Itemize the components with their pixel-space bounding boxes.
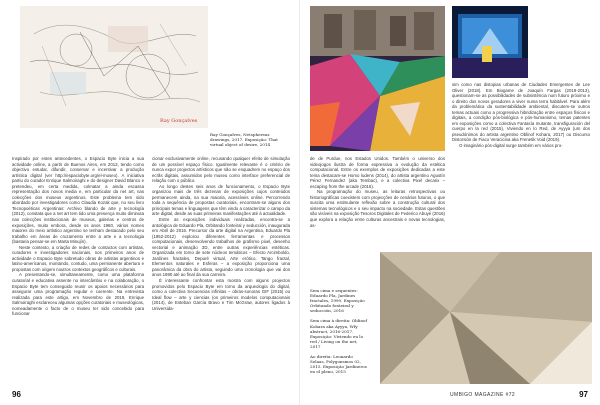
image-caption: Ray Gonçalves, Netsphereaz drawings, 2017. Exposição: That virtual object of desire, 2014 [210, 132, 278, 148]
artist-signature: Ray Gonçalves [160, 118, 198, 124]
paragraph: cionar exclusivamente online, recusando qualquer efeito de simulação de um possível espaço físico. Igualmente relevante é o critério de nunca expor projectos artísticos que não se enquadrem no espaço dos ecrãs digitais, assumidos pelo museu como interface preferencial de relação com o público. [152, 156, 290, 184]
left-column-2 [152, 156, 290, 311]
caption-2: Sem cima à direita: Oblinof Kohara aka Ayyya, Wfy abstract, 2016-2017. Exposição: Viviendo en lo red / Living on the net, 2017 [310, 318, 367, 349]
right-page [300, 0, 600, 405]
paragraph: sim como nas distopias urbanas de Ciudades Emergentes de Lee Oliver (2018). Em Biogame de Joaquín Fargas (2019-2013), questionam-se as possibilidades de subsistência num futuro próximo e o direito dos novos geradores a viver numa terra habitável. Para além da problemática da sustentabilidade ambiental, discutem-se outros temas actuais como a progressiva hibridização entre espaços físicos e digitais, a condição pós-biológica e pós-humanismo, temas patentes em exposições como a colectiva Fantasía mutante, transfiguración del cuerpo en la red (2015), Viviendo en lo Red, de Ayyya (um dos pseudónimos do artista argentino Oblinof Kohara, 2017) ou Discurso Distorsión de Fiaco Veracicina aka Frenetik Void (2019). [452, 82, 590, 143]
paragraph: de de Purdue, nos Estados Unidos. Também o universo dos videojogos ilustra de forma expressiva a evolução da estética computacional. Entre os exemplos de exposições dedicadas a este tema destacam-se Homo ludens (2014), do artista argentino Agustín Pérez Fernandez (aka Tembac), e a colectiva Pixel decarix – escaping from the arcade (2016). [310, 156, 445, 189]
paragraph: Ao longo destes seis anos de funcionamento, o Espacio Byte organizou mais de três dezenas de exposições cujos conteúdos permanecem ainda, na sua maioria, acessíveis online. Percorrendo toda a sequência de propostas curatoriais, encontram-se alguns dos principais temas e linguagens que têm vindo a caracterizar o campo da arte digital, desde as suas primeiras manifestações até à actualidade. [152, 183, 290, 217]
paragraph: Na programação do museu, as leituras retrospectivas ou historiográficas coexistem com projecções de cenários futuros, o que suscita uma estimulante reflexão sobre a construção cultural dos sistemas tecnológicos e o seu impacto na sociedade. Estas questões são visíveis na exposição Tesoros Digitales de Federico Abuyé (2016) que explora a relação entre culturas ancestrais e novas tecnologias, as- [310, 189, 445, 228]
paragraph: O imaginário pós-digital surge também em vários pro- [459, 143, 563, 149]
paragraph: É interessante confrontar esta mostra com alguns projectos promovidos pelo Espacio Byte em torno da arqueologia do digital, como a colectiva Secuencias infinitas – obras-sonoras GIF (2015) ou Ideal flow – arte y ciencias (os primeiros modelos computacionais (2014), de Esteban García Bravo e Tim McGraw, autores ligados à Universida- [152, 278, 290, 311]
right-column-2 [452, 82, 590, 149]
geometric-image [380, 252, 592, 384]
paragraph: A presentando-se, simultaneamente, como uma plataforma curatorial e educativa assente no intercâmbio e na colaboração, o Espacio Byte tem conseguido reunir os apoios necessários para assegurar uma programação regular e coerente. Na entrevista realizada para este artigo, em Novembro de 2019, Enrique Salmoiraghi esclareceu algumas opções curatoriais e museológicas, nomeadamente o facto de o museu ter sido concebido para funcionar [12, 272, 144, 317]
caption-3: Ao direita: Leonardo Solaas, Polygonsmos 02, 2015. Exposição Jardineros en el pleno, 2015 [310, 354, 367, 375]
left-column-1 [12, 156, 144, 317]
page-number-left: 96 [12, 390, 21, 399]
game-image [452, 6, 528, 78]
page-number-right: 97 [579, 390, 588, 399]
paragraph: Inspirado por estes antecedentes, o Espacio Byte inicia a sua actividade online, a partir de Buenos Aires, em 2013, tendo como objectivo estudar, difundir, conservar e incentivar a produção artística digital (ver http://espaciobyte.org/el-museo). A iniciativa partiu do curador Enrique Salmoiraghi e do designer David Blanco e pretendeu, em certa medida, colmatar a ainda escassa representação dos novos media e, em particular da net art, nas colecções dos museus argentinos. Este problema tem sido abordado por investigadores como Claudia Kozak que, no seu livro Tecnopoéticas Argentinas: Archivo blando de arte y tecnología (2012), constata que a net art tem tido uma presença muito diminuta nas colecções institucionais de museus, galerias e centros de exposições, muito embora, desde os anos 1960, vários nomes maiores do meio artístico argentino se tenham destacado pelo seu trabalho em áreas de cruzamento entre a arte e a tecnologia (bastaria pensar-se em Marta Minujín). [12, 156, 144, 245]
magazine-footer: UMBIGO MAGAZINE #72 [450, 392, 516, 398]
paragraph: Neste contexto, a criação de redes de contactos com artistas, curadores e investigadores nacionais, nos primeiros anos de actividade o Espacio Byte sobretudo obras de artistas argentinos e latino-americanos, montando, contudo, uma permanente abertura e propostas com origem noutros contextos geográficos e culturais. [12, 244, 144, 272]
fractal-image [310, 6, 445, 151]
right-column-1 [310, 156, 445, 228]
drawing-image [20, 6, 208, 128]
caption-1: Sem cima e sequentes: Eduardo Pla, Jardines fractales, 1990. Exposição Orbitando fonteiral y seducción, 2016 [310, 288, 365, 314]
right-captions [310, 288, 368, 379]
paragraph: Entre as exposições individuais realizadas, encontra-se a antológica de Eduardo Pla, Orbitando fonteiral y seducción, inaugurada em Abril de 2016. Precursor da arte digital na Argentina, Eduardo Pla (1952-2012) explorou diferentes ferramentas e processos computacionais, desenvolvendo trabalhos de grafismo pixel, desenho vectorial e animação 3D, entre outras experiências estéticas. Organizada em torno de sete núcleos temáticos – Efecto Arcimboldo, Jardines fractales, Depuré virtual, Arte erótico, Tango fractal, Elementos naturales e Esferas – a exposição proporciona uma panorâmica da obra do artista, seguindo uma cronologia que vai dos anos 1980 até ao final da sua carreira. [152, 217, 290, 278]
